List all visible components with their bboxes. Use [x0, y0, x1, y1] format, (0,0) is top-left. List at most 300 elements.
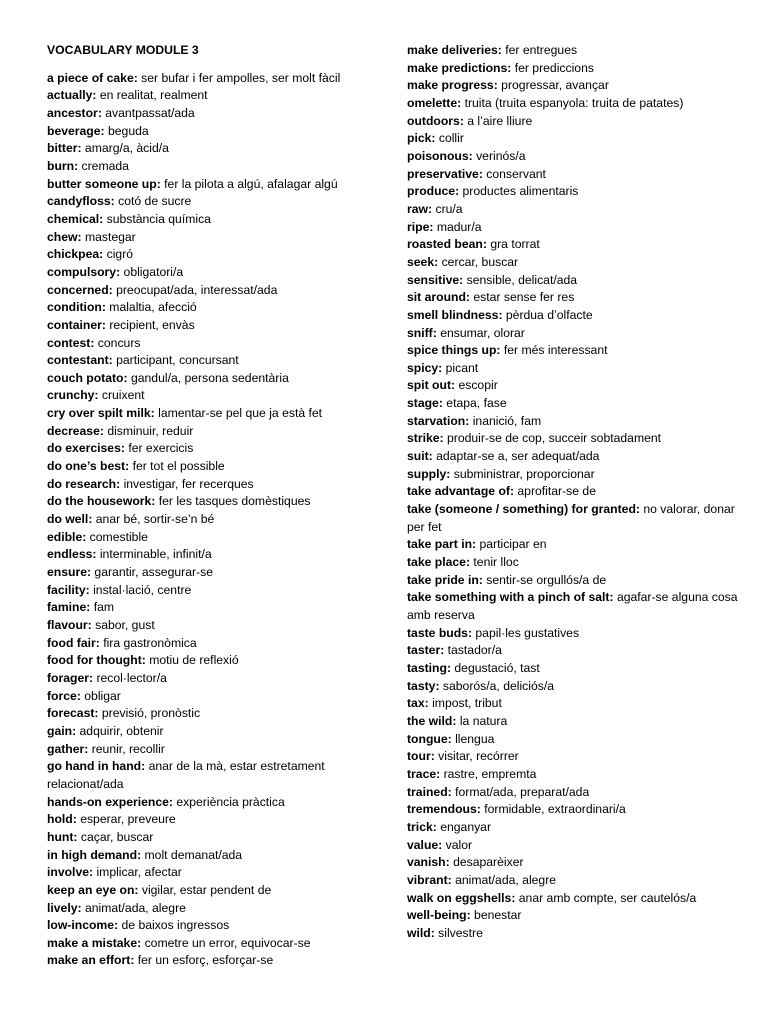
- vocab-entry: [407, 307, 747, 325]
- vocab-definition: animat/ada, alegre: [455, 872, 557, 887]
- vocab-definition: preocupat/ada, interessat/ada: [116, 282, 278, 297]
- vocab-definition: conservant: [486, 166, 546, 181]
- vocab-term: edible: [47, 529, 83, 544]
- term-separator: :: [493, 78, 502, 93]
- vocab-term: butter someone up: [47, 176, 157, 191]
- vocab-term: beverage: [47, 123, 101, 138]
- vocab-entry: [47, 882, 392, 900]
- vocab-definition: beguda: [107, 123, 149, 138]
- vocab-term: do well: [47, 512, 89, 527]
- term-separator: :: [86, 600, 94, 615]
- vocab-entry: [47, 617, 392, 635]
- vocab-entry: [407, 113, 747, 131]
- vocab-term: bitter: [47, 141, 78, 156]
- vocab-entry: [407, 483, 747, 501]
- term-separator: :: [137, 847, 145, 862]
- vocab-entry: [407, 272, 747, 290]
- term-separator: :: [478, 572, 487, 587]
- vocab-entry: [47, 688, 392, 706]
- vocab-term: flavour: [47, 618, 88, 632]
- vocab-definition: ensumar, olorar: [440, 325, 525, 340]
- term-separator: :: [436, 766, 444, 781]
- term-separator: :: [72, 812, 81, 827]
- vocab-term: poisonous: [407, 148, 469, 163]
- term-separator: :: [428, 449, 437, 464]
- vocab-definition: progressar, avançar: [501, 78, 609, 93]
- term-separator: :: [509, 484, 518, 499]
- vocab-definition: anar bé, sortir-se’n bé: [95, 512, 215, 527]
- term-separator: :: [452, 713, 460, 728]
- vocab-definition: en realitat, realment: [99, 88, 208, 103]
- vocab-term: keep an eye on: [47, 882, 135, 897]
- term-separator: :: [151, 494, 159, 509]
- vocab-entry: [47, 582, 392, 600]
- vocab-entry: [407, 501, 747, 536]
- vocab-entry: [407, 430, 747, 448]
- vocab-entry: [47, 123, 392, 141]
- term-separator: :: [466, 908, 475, 923]
- vocab-entry: [407, 95, 747, 113]
- vocab-term: sensitive: [407, 272, 460, 287]
- vocab-definition: animat/ada, alegre: [84, 900, 186, 915]
- vocab-term: take advantage of: [407, 484, 510, 499]
- term-separator: :: [134, 882, 142, 897]
- term-separator: :: [130, 953, 138, 968]
- vocab-term: gain: [47, 723, 73, 738]
- vocab-term: stage: [407, 396, 439, 411]
- vocab-definition: gra torrat: [490, 237, 540, 252]
- vocab-term: produce: [407, 184, 456, 199]
- vocab-definition: de baixos ingressos: [121, 918, 230, 933]
- vocab-term: couch potato: [47, 370, 124, 385]
- term-separator: :: [455, 184, 463, 199]
- vocab-term: low-income: [47, 918, 115, 933]
- term-separator: :: [476, 802, 485, 817]
- term-separator: :: [447, 784, 456, 799]
- vocab-definition: papil·les gustatives: [475, 625, 580, 640]
- vocab-entry: [407, 325, 747, 343]
- term-separator: :: [94, 706, 102, 721]
- vocab-definition: amarg/a, àcid/a: [84, 141, 169, 156]
- vocab-definition: anar de la mà, estar estretament relacionat/ada: [47, 759, 325, 791]
- vocab-entry: [407, 695, 747, 713]
- vocab-entry: [47, 864, 392, 882]
- term-separator: :: [141, 653, 150, 668]
- vocab-term: trick: [407, 819, 433, 834]
- term-separator: :: [451, 378, 459, 393]
- vocab-entry: [47, 370, 392, 388]
- term-separator: :: [498, 307, 506, 322]
- term-separator: :: [465, 290, 474, 305]
- term-separator: :: [472, 537, 480, 552]
- term-separator: :: [465, 413, 473, 428]
- vocab-term: facility: [47, 582, 86, 597]
- term-separator: :: [94, 388, 102, 403]
- vocab-definition: fira gastronòmica: [103, 635, 197, 650]
- vocab-entry: [47, 900, 392, 918]
- term-separator: :: [84, 741, 92, 756]
- vocab-term: spit out: [407, 378, 452, 393]
- vocab-entry: [407, 360, 747, 378]
- vocab-definition: molt demanat/ada: [144, 847, 243, 862]
- vocab-definition: tenir lloc: [473, 555, 519, 570]
- vocab-term: outdoors: [407, 113, 460, 128]
- term-separator: :: [92, 88, 100, 103]
- vocab-entry: [407, 801, 747, 819]
- vocab-definition: produir-se de cop, succeir sobtadament: [446, 431, 662, 446]
- vocab-entry: [407, 854, 747, 872]
- term-separator: :: [424, 696, 433, 711]
- term-separator: :: [141, 759, 149, 774]
- vocab-definition: la natura: [459, 713, 508, 728]
- term-separator: :: [99, 211, 107, 226]
- term-separator: :: [125, 459, 133, 474]
- vocab-term: take place: [407, 555, 466, 570]
- vocab-term: wild: [407, 925, 431, 940]
- term-separator: :: [447, 872, 456, 887]
- vocab-definition: madur/a: [436, 219, 482, 234]
- vocab-entry: [47, 229, 392, 247]
- vocab-entry: [47, 476, 392, 494]
- vocab-definition: fer les tasques domèstiques: [158, 494, 311, 509]
- vocab-entry: [47, 352, 392, 370]
- vocab-entry: [407, 819, 747, 837]
- vocab-definition: verinós/a: [476, 148, 526, 163]
- vocab-definition: estar sense fer res: [473, 290, 575, 305]
- vocab-term: make deliveries: [407, 43, 498, 57]
- term-separator: :: [89, 670, 97, 685]
- vocab-definition: obligatori/a: [123, 264, 184, 279]
- vocab-definition: disminuir, reduir: [107, 423, 194, 438]
- vocab-term: in high demand: [47, 847, 138, 862]
- vocab-definition: cigró: [106, 247, 134, 262]
- vocab-entry: [407, 236, 747, 254]
- term-separator: :: [77, 229, 85, 244]
- vocab-entry: [407, 713, 747, 731]
- term-separator: :: [101, 300, 110, 315]
- vocab-term: make predictions: [407, 60, 508, 75]
- vocab-definition: cercar, buscar: [441, 254, 519, 269]
- vocab-term: crunchy: [47, 388, 95, 403]
- vocab-term: hunt: [47, 829, 74, 844]
- vocab-definition: recipient, envàs: [109, 317, 195, 332]
- vocab-entry: [407, 60, 747, 78]
- vocab-entry: [47, 599, 392, 617]
- vocab-definition: cruixent: [101, 388, 145, 403]
- vocab-term: contest: [47, 335, 91, 350]
- term-separator: :: [76, 688, 85, 703]
- vocab-entry: [407, 766, 747, 784]
- vocab-term: burn: [47, 158, 75, 173]
- vocab-definition: picant: [445, 360, 479, 375]
- vocab-entry: [407, 148, 747, 166]
- vocab-term: tasting: [407, 660, 447, 675]
- vocab-entry: [47, 387, 392, 405]
- vocab-definition: visitar, recórrer: [438, 749, 519, 764]
- term-separator: :: [432, 325, 441, 340]
- vocab-entry: [407, 536, 747, 554]
- vocab-term: trace: [407, 766, 437, 781]
- vocab-term: smell blindness: [407, 307, 499, 322]
- vocab-entry: [407, 342, 747, 360]
- vocab-entry: [407, 642, 747, 660]
- vocab-term: vibrant: [407, 872, 448, 887]
- right-column: [407, 42, 747, 942]
- vocab-entry: [47, 70, 392, 88]
- vocab-term: do the housework: [47, 494, 152, 509]
- vocab-term: ancestor: [47, 105, 98, 120]
- vocab-term: trained: [407, 784, 448, 799]
- vocab-term: take part in: [407, 537, 473, 552]
- vocab-definition: format/ada, preparat/ada: [455, 784, 590, 799]
- vocab-term: chew: [47, 229, 78, 244]
- vocab-definition: anar amb compte, ser cautelós/a: [518, 890, 697, 905]
- vocab-entry: [47, 794, 392, 812]
- term-separator: :: [85, 582, 94, 597]
- vocab-term: ripe: [407, 219, 430, 234]
- vocab-entry: [47, 282, 392, 300]
- vocab-definition: lamentar-se pel que ja està fet: [158, 406, 323, 421]
- term-separator: :: [114, 918, 122, 933]
- term-separator: :: [100, 123, 108, 138]
- term-separator: :: [123, 370, 131, 385]
- vocab-entry: [47, 299, 392, 317]
- vocab-term: tongue: [407, 731, 448, 746]
- vocab-term: contestant: [47, 353, 109, 368]
- term-separator: :: [116, 264, 124, 279]
- vocab-term: tax: [407, 696, 425, 711]
- vocab-term: tasty: [407, 678, 436, 693]
- vocab-entry: [47, 211, 392, 229]
- vocab-term: roasted bean: [407, 237, 483, 252]
- vocab-definition: instal·lació, centre: [93, 582, 192, 597]
- vocab-term: taste buds: [407, 625, 468, 640]
- vocab-definition: agafar-se alguna cosa amb reserva: [407, 590, 738, 622]
- vocab-term: container: [47, 317, 102, 332]
- vocab-definition: rastre, empremta: [443, 766, 537, 781]
- term-separator: :: [150, 406, 159, 421]
- vocab-term: condition: [47, 300, 102, 315]
- vocab-term: hands-on experience: [47, 794, 169, 809]
- vocab-term: gather: [47, 741, 85, 756]
- vocab-definition: experiència pràctica: [176, 794, 285, 809]
- term-separator: :: [459, 272, 467, 287]
- vocab-entry: [47, 546, 392, 564]
- vocab-definition: garantir, assegurar-se: [94, 565, 213, 580]
- vocab-term: take pride in: [407, 572, 479, 587]
- vocab-term: force: [47, 688, 77, 703]
- term-separator: :: [72, 723, 80, 738]
- vocab-entry: [47, 423, 392, 441]
- term-separator: :: [478, 166, 487, 181]
- vocab-term: well-being: [407, 908, 467, 923]
- vocab-definition: substància química: [106, 211, 211, 226]
- vocab-entry: [47, 158, 392, 176]
- vocab-entry: [47, 758, 392, 793]
- term-separator: :: [446, 660, 455, 675]
- vocab-entry: [47, 529, 392, 547]
- vocab-definition: avantpassat/ada: [105, 105, 195, 120]
- term-separator: :: [431, 131, 439, 146]
- vocab-definition: sabor, gust: [95, 618, 155, 632]
- term-separator: :: [99, 423, 108, 438]
- vocab-entry: [407, 395, 747, 413]
- term-separator: :: [511, 890, 519, 905]
- vocab-definition: cotó de sucre: [118, 194, 192, 209]
- vocab-entry: [407, 625, 747, 643]
- vocab-entry: [407, 466, 747, 484]
- term-separator: :: [459, 113, 468, 128]
- vocab-entry: [407, 872, 747, 890]
- vocab-entry: [47, 105, 392, 123]
- term-separator: :: [156, 176, 165, 191]
- vocab-term: cry over spilt milk: [47, 406, 151, 421]
- vocab-term: actually: [47, 88, 93, 103]
- vocab-term: a piece of cake: [47, 70, 134, 85]
- vocab-definition: pèrdua d’olfacte: [505, 307, 593, 322]
- vocab-definition: ser bufar i fer ampolles, ser molt fàcil: [141, 70, 341, 85]
- vocab-definition: enganyar: [440, 819, 492, 834]
- vocab-term: do research: [47, 476, 117, 491]
- term-separator: :: [133, 70, 142, 85]
- term-separator: :: [86, 565, 95, 580]
- vocab-definition: llengua: [455, 731, 495, 746]
- vocab-term: walk on eggshells: [407, 890, 512, 905]
- vocab-definition: caçar, buscar: [80, 829, 154, 844]
- vocab-term: make a mistake: [47, 935, 138, 950]
- term-separator: :: [77, 900, 85, 915]
- vocab-definition: silvestre: [438, 925, 483, 940]
- term-separator: :: [116, 476, 124, 491]
- vocab-entry: [47, 829, 392, 847]
- vocab-definition: fer un esforç, esforçar-se: [137, 953, 274, 968]
- vocab-definition: etapa, fase: [446, 396, 507, 411]
- vocab-entry: [407, 907, 747, 925]
- vocab-definition: reunir, recollir: [91, 741, 165, 756]
- term-separator: :: [430, 749, 439, 764]
- term-separator: :: [446, 466, 454, 481]
- vocab-entry: [407, 448, 747, 466]
- vocab-term: sit around: [407, 290, 466, 305]
- term-separator: :: [467, 625, 476, 640]
- vocab-entry: [47, 493, 392, 511]
- vocab-entry: [47, 952, 392, 970]
- term-separator: :: [496, 343, 504, 358]
- vocab-definition: cremada: [81, 158, 129, 173]
- vocab-entry: [407, 660, 747, 678]
- vocab-term: the wild: [407, 713, 453, 728]
- vocab-entry: [47, 652, 392, 670]
- vocab-definition: adaptar-se a, ser adequat/ada: [436, 449, 600, 464]
- vocab-entry: [47, 458, 392, 476]
- left-column: [47, 42, 392, 970]
- vocab-definition: concurs: [97, 335, 141, 350]
- term-separator: :: [429, 219, 437, 234]
- vocab-term: forecast: [47, 706, 95, 721]
- vocab-term: lively: [47, 900, 78, 915]
- vocab-definition: malaltia, afecció: [109, 300, 197, 315]
- vocab-entry: [407, 77, 747, 95]
- vocab-entry: [47, 811, 392, 829]
- vocab-definition: cometre un error, equivocar-se: [144, 935, 311, 950]
- vocab-entry: [47, 246, 392, 264]
- vocab-term: preservative: [407, 166, 479, 181]
- vocab-definition: saborós/a, deliciós/a: [442, 678, 555, 693]
- vocab-entry: [407, 554, 747, 572]
- vocab-entry: [407, 377, 747, 395]
- vocab-entry: [407, 925, 747, 943]
- term-separator: :: [434, 254, 442, 269]
- term-separator: :: [468, 148, 477, 163]
- vocab-definition: esperar, preveure: [80, 812, 176, 827]
- vocab-definition: inanició, fam: [472, 413, 542, 428]
- vocab-entry: [47, 564, 392, 582]
- term-separator: :: [447, 731, 456, 746]
- vocab-definition: fer exercicis: [128, 441, 194, 456]
- vocab-definition: truita (truita espanyola: truita de patates): [464, 95, 684, 110]
- vocab-entry: [47, 317, 392, 335]
- term-separator: :: [110, 194, 119, 209]
- vocab-definition: escopir: [458, 378, 498, 393]
- vocab-definition: valor: [445, 837, 473, 852]
- vocab-entry: [407, 219, 747, 237]
- vocab-definition: fam: [93, 600, 115, 615]
- vocab-definition: mastegar: [84, 229, 136, 244]
- vocab-term: famine: [47, 600, 87, 615]
- vocab-entry: [47, 405, 392, 423]
- vocab-definition: productes alimentaris: [462, 184, 579, 199]
- vocab-definition: gandul/a, persona sedentària: [130, 370, 289, 385]
- term-separator: :: [95, 635, 104, 650]
- term-separator: :: [482, 237, 491, 252]
- vocab-definition: recol·lector/a: [96, 670, 167, 685]
- vocab-term: omelette: [407, 95, 458, 110]
- vocab-definition: degustació, tast: [454, 660, 540, 675]
- term-separator: :: [457, 95, 465, 110]
- vocab-term: do exercises: [47, 441, 121, 456]
- vocab-entry: [47, 176, 392, 194]
- vocab-definition: subministrar, proporcionar: [453, 466, 595, 481]
- vocab-definition: aprofitar-se de: [517, 484, 596, 499]
- vocab-term: concerned: [47, 282, 109, 297]
- vocab-definition: sensible, delicat/ada: [466, 272, 578, 287]
- vocab-term: do one’s best: [47, 459, 126, 474]
- term-separator: :: [108, 353, 117, 368]
- vocab-definition: impost, tribut: [432, 696, 502, 711]
- term-separator: :: [89, 865, 97, 880]
- vocab-definition: fer entregues: [505, 43, 578, 57]
- vocab-definition: desaparèixer: [453, 855, 524, 870]
- vocab-entry: [407, 784, 747, 802]
- vocab-term: sniff: [407, 325, 433, 340]
- term-separator: :: [445, 855, 454, 870]
- vocab-entry: [47, 335, 392, 353]
- vocab-term: suit: [407, 449, 429, 464]
- vocab-definition: adquirir, obtenir: [79, 723, 164, 738]
- vocab-definition: vigilar, estar pendent de: [141, 882, 272, 897]
- vocab-entry: [47, 723, 392, 741]
- term-separator: :: [428, 201, 436, 216]
- vocab-term: make progress: [407, 78, 494, 93]
- vocab-term: value: [407, 837, 439, 852]
- vocab-entry: [47, 140, 392, 158]
- term-separator: :: [440, 643, 448, 658]
- vocab-term: starvation: [407, 413, 466, 428]
- vocab-definition: tastador/a: [447, 643, 502, 658]
- term-separator: :: [432, 819, 441, 834]
- vocab-term: ensure: [47, 565, 87, 580]
- vocab-entry: [47, 917, 392, 935]
